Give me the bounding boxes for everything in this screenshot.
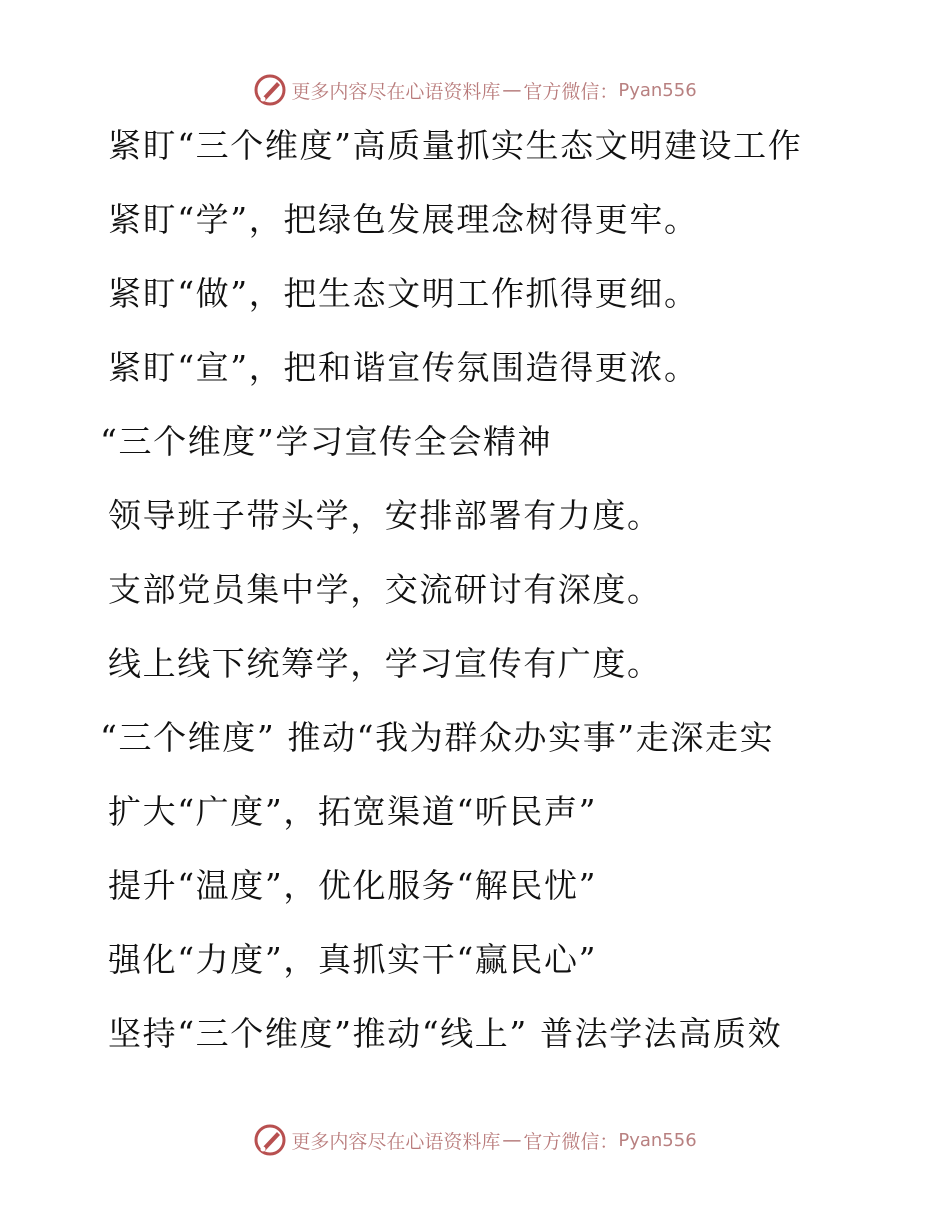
list-item: 线上线下统筹学，学习宣传有广度。 bbox=[108, 644, 662, 683]
list-item: 紧盯“做”，把生态文明工作抓得更细。 bbox=[108, 274, 699, 313]
list-item: 强化“力度”，真抓实干“赢民心” bbox=[108, 940, 598, 979]
watermark-text: 更多内容尽在心语资料库 bbox=[291, 1130, 501, 1153]
watermark-id: Pyan556 bbox=[618, 79, 697, 101]
watermark-contact: 官方微信： bbox=[523, 80, 619, 103]
pen-logo-icon bbox=[253, 1123, 287, 1157]
list-item: 扩大“广度”，拓宽渠道“听民声” bbox=[108, 792, 598, 831]
list-item: 紧盯“学”，把绿色发展理念树得更牢。 bbox=[108, 200, 699, 239]
watermark-contact: 官方微信： bbox=[523, 1130, 619, 1153]
watermark-dash: — bbox=[502, 1129, 522, 1151]
watermark-id: Pyan556 bbox=[618, 1129, 697, 1151]
pen-logo-icon bbox=[253, 73, 287, 107]
list-item: 提升“温度”，优化服务“解民忧” bbox=[108, 866, 598, 905]
header-watermark bbox=[0, 70, 950, 110]
list-item: 紧盯“宣”，把和谐宣传氛围造得更浓。 bbox=[108, 348, 699, 387]
document-body bbox=[100, 122, 888, 1084]
heading-service: “三个维度” 推动“我为群众办实事”走深走实 bbox=[100, 718, 775, 757]
footer-watermark bbox=[0, 1120, 950, 1160]
heading-study: “三个维度”学习宣传全会精神 bbox=[100, 422, 553, 461]
list-item: 领导班子带头学，安排部署有力度。 bbox=[108, 496, 662, 535]
list-item: 支部党员集中学，交流研讨有深度。 bbox=[108, 570, 662, 609]
watermark-dash: — bbox=[502, 79, 522, 101]
heading-law: 坚持“三个维度”推动“线上” 普法学法高质效 bbox=[108, 1014, 783, 1053]
heading-ecology: 紧盯“三个维度”高质量抓实生态文明建设工作 bbox=[108, 126, 803, 165]
watermark-text: 更多内容尽在心语资料库 bbox=[291, 80, 501, 103]
